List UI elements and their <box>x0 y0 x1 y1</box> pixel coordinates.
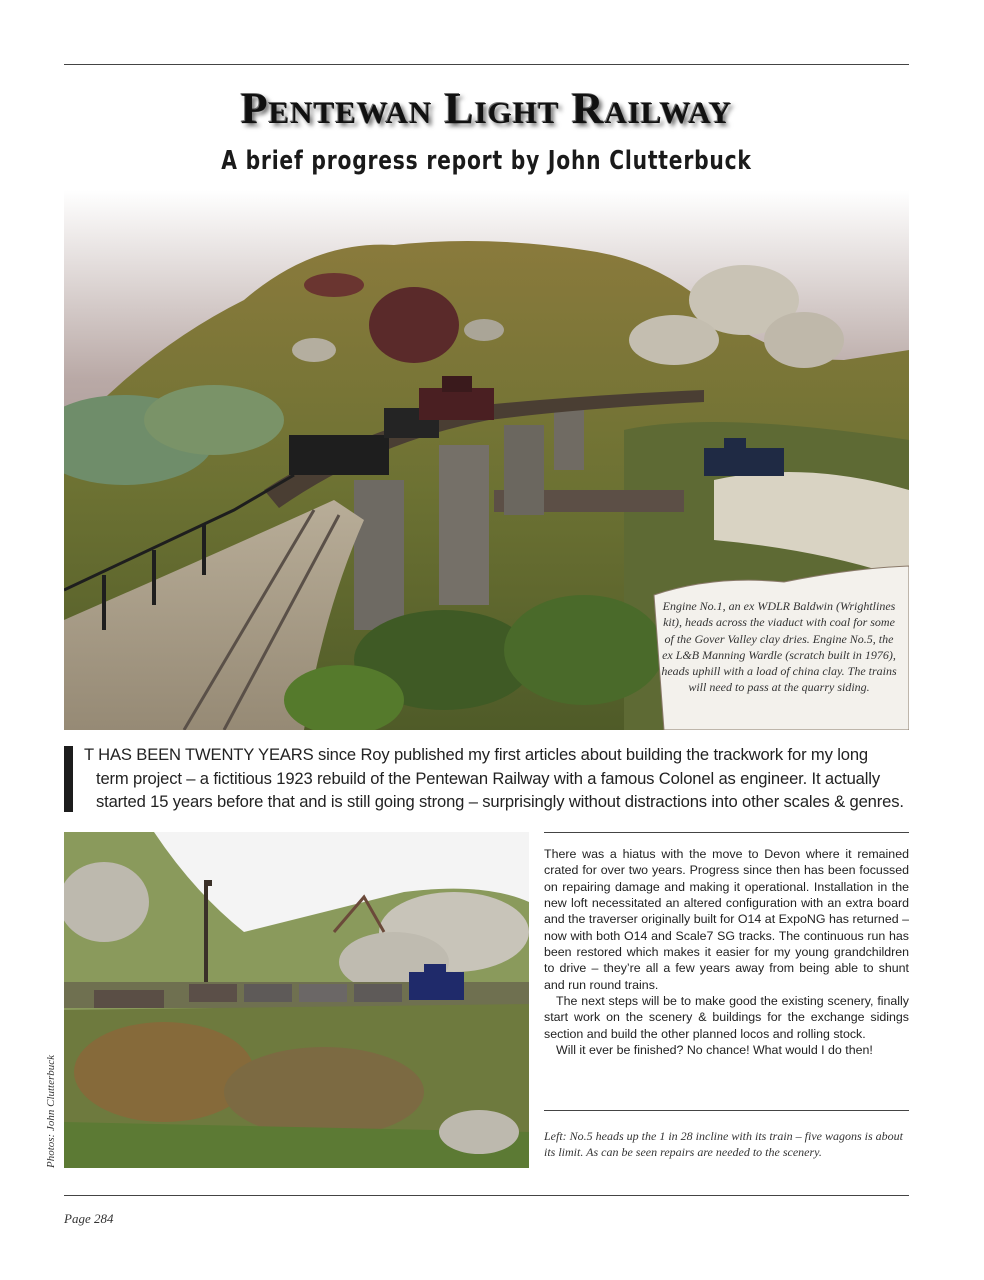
top-rule <box>64 64 909 65</box>
column-rule-bottom <box>544 1110 909 1111</box>
article-title: Pentewan Light Railway <box>240 84 733 133</box>
body-text <box>544 846 909 1058</box>
second-photo-incline <box>64 832 529 1168</box>
lead-paragraph <box>96 743 911 814</box>
dropcap-i <box>64 746 73 812</box>
second-photo-caption: Left: No.5 heads up the 1 in 28 incline with its train – five wagons is about its limit. As can be seen repairs are needed to the scenery. <box>544 1129 903 1159</box>
main-photo-caption: Engine No.1, an ex WDLR Baldwin (Wrightlines kit), heads across the viaduct with coal for some of the Gover Valley clay dries. Engine No.5, the ex L&B Manning Wardle (scratch built in 1976), heads uphill with a load of china clay. The trains will need to pass at the quarry siding. <box>661 599 897 695</box>
lead-rest: term project – a fictitious 1923 rebuild of the Pentewan Railway with a famous Colonel as engineer. It actually started 15 years before that and is still going strong – surprisingly without distractions into other scales & genres. <box>96 768 904 811</box>
body-paragraph-3: Will it ever be finished? No chance! What would I do then! <box>556 1043 873 1058</box>
incline-illustration <box>64 832 529 1168</box>
page-number: Page 284 <box>64 1211 114 1226</box>
column-rule-top <box>544 832 909 833</box>
bottom-rule <box>64 1195 909 1196</box>
body-paragraph-2: The next steps will be to make good the existing scenery, finally start work on the scenery & buildings for the exchange sidings section and build the other planned locos and rolling stock. <box>544 994 909 1041</box>
body-paragraph-1: There was a hiatus with the move to Devon where it remained crated for over two years. Progress since then has been focussed on repairing damage and making it operational. Installation in the new loft necessitated an altered configuration with an extra board and the traverser originally built for O14 at ExpoNG has returned – now with both O14 and Scale7 SG tracks. The continuous run has been restored which makes it easier for my young grandchildren to drive – they’re all a few years away from being able to shunt and run round trains. <box>544 847 909 992</box>
article-subtitle: A brief progress report by John Clutterbuck <box>221 146 752 176</box>
lead-first-line: T HAS BEEN TWENTY YEARS since Roy published my first articles about building the trackwork for my long <box>84 745 868 764</box>
photo-credit: Photos: John Clutterbuck <box>45 1054 57 1168</box>
